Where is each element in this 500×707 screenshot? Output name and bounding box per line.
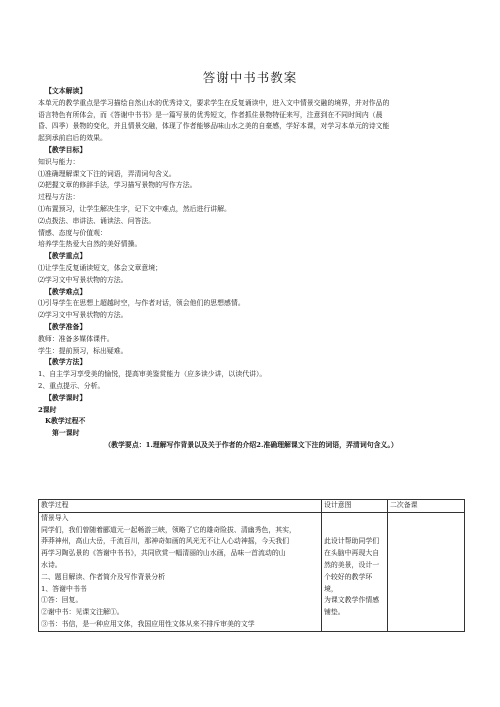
text-line: 学生：提前预习，标出疑难。 [38,346,128,355]
text-line: 2课时 [38,405,57,414]
text-line: K教学过程不 [45,417,86,426]
table-row [39,512,465,631]
text-line: ⑴引导学生在思想上超越时空，与作者对话，领会他们的思想感情。 [38,299,245,308]
text-line: ⑵学习文中写景状物的方法。 [38,311,128,320]
cell-line: 在头脑中再现大自 [324,549,380,558]
section-heading: 【教学目标】 [45,145,87,154]
text-line: 过程与方法： [38,193,80,202]
document-body [38,86,464,452]
lesson-plan-table [38,499,465,632]
cell-line: 再学习陶弘景的《答谢中书书》，共同欣赏一幅清丽的山水画，品味一首流动的山 [41,549,286,558]
text-line: 第一课时 [52,429,80,438]
table-cell-intent [322,512,388,631]
cell-line: ③书：书信，是一种应用文体，我国应用性文体从来不排斥审美的文学 [41,619,255,628]
cell-line: 1、答谢中书书 [41,584,87,593]
table-header-intent: 设计意图 [322,500,388,513]
table-header-second-prep: 二次备课 [388,500,465,513]
cell-line: 情景导入 [41,513,69,522]
cell-line: 同学们，我们曾随着郦道元一起畅游三峡，领略了它的雄奇险拔、清幽秀色，其实， [41,525,296,534]
cell-line: 莽莽神州，高山大岳，千流百川，那神奇如画的风光无不让人心动神摇，今天我们 [41,537,290,546]
cell-line: 然的美景，设计一 [324,560,380,569]
section-heading: 【文本解读】 [45,87,87,95]
cell-line: 二、题目解读、作者简介及写作背景分析 [41,572,166,581]
text-line: （教学要点：1.理解写作背景以及关于作者的介绍2.准确理解课文下注的词语，弄清词句含义。） [104,440,398,449]
cell-line: 铺垫。 [324,608,345,617]
text-line: 本单元的教学重点是学习描绘自然山水的优秀诗文，要求学生在反复诵读中，进入文中情景交融的境界，并对作品的 [38,98,390,107]
cell-line: 个较好的教学环境， [324,572,373,593]
table-cell-second-prep [388,512,465,631]
text-line: ⑵学习文中写景状物的方法。 [38,275,128,284]
table-cell-process [39,512,322,631]
text-line: 知识与能力： [38,157,80,166]
text-line: 起到承前启后的效果。 [38,134,107,143]
text-line: 2、重点提示、分析。 [38,381,105,390]
cell-line: 为课文教学作情感 [324,596,380,605]
section-heading: 【教学难点】 [45,287,87,296]
text-line: 1、自主学习享受美的愉悦，提高审美鉴赏能力（应多读少讲，以读代讲）。 [38,370,267,379]
text-line: ⑴准确理解课文下注的词语，弄清词句含义。 [38,169,176,178]
section-heading: 【教学准备】 [45,322,87,331]
section-heading: 【教学方法】 [45,358,87,367]
section-heading: 【教学重点】 [45,252,87,261]
cell-line: ①答：回复。 [41,596,83,605]
table-header-row [39,500,465,513]
document-title: 答谢中书书教案 [202,70,298,85]
text-line: ⑴布置预习，让学生解决生字，记下文中难点，然后进行讲解。 [38,204,231,213]
text-line: 培养学生热爱大自然的美好情操。 [38,240,142,249]
text-line: 情感、态度与价值观： [38,228,107,237]
cell-line: 水诗。 [41,560,62,569]
section-heading: 【教学课时】 [45,393,87,402]
text-line: 昏、四季）景物的变化，并且情景交融，体现了作者能够品味山水之美的自豪感，学好本课，对学习本单元的诗文能 [38,122,390,131]
text-line: ⑵点拨法、串讲法、诵读法、问答法。 [38,216,156,225]
text-line: 教师：准备多媒体课件。 [38,334,114,343]
text-line: ⑵把握文章的修辞手法，学习描写景物的写作方法。 [38,181,197,190]
cell-line [324,525,385,537]
cell-line: ②谢中书：见课文注解①。 [41,608,124,617]
cell-line: 此设计帮助同学们 [324,537,380,546]
table-header-process: 教学过程 [39,500,322,513]
text-line: ⑴让学生反复诵读短文，体会文章意境； [38,263,163,272]
cell-line [324,513,385,525]
text-line: 语言特色有所体会，而《答谢中书书》是一篇写景的优秀短文，作者抓住景物特征来写，注意到在不同时间内（晨 [38,110,383,119]
